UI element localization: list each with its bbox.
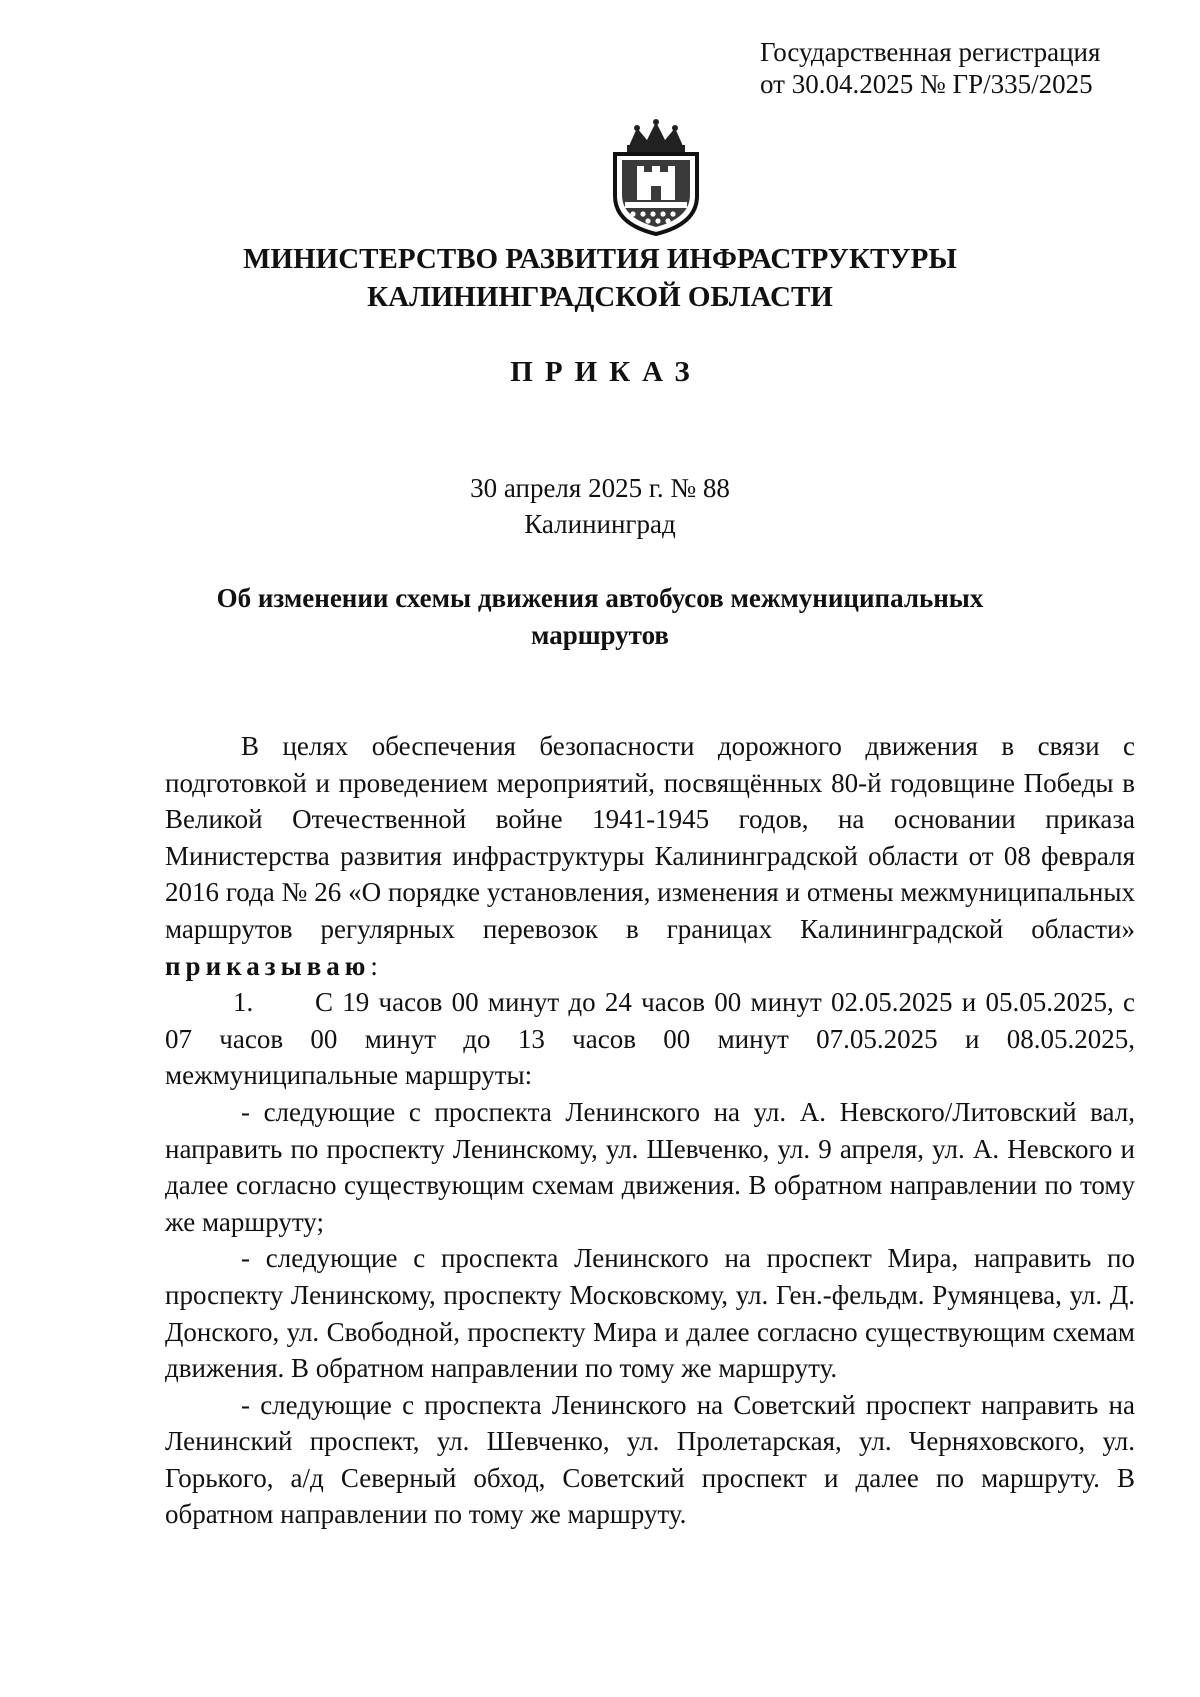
preamble-colon: : (370, 950, 378, 981)
preamble-paragraph (165, 728, 1135, 984)
subject-line-1: Об изменении схемы движения автобусов межмуниципальных (216, 583, 984, 613)
ministry-line-2: КАЛИНИНГРАДСКОЙ ОБЛАСТИ (367, 281, 833, 313)
preamble-text: В целях обеспечения безопасности дорожного движения в связи с подготовкой и проведением мероприятий, посвящённых 80-й годовщине Победы в Великой Отечественной войне 1941-1945 годов, на основании приказа Министерства развития инфраструктуры Калининградской области от 08 февраля 2016 года № 26 «О порядке установления, изменения и отмены межмуниципальных маршрутов регулярных перевозок в границах Калининградской области» (165, 731, 1135, 944)
date-block (0, 470, 1200, 542)
order-word: приказываю (165, 950, 371, 981)
item-1-paragraph (165, 984, 1135, 1094)
item-1-first-line: С 19 часов 00 минут до 24 часов 00 минут 02.05.2025 и 05.05.2025, (315, 987, 1114, 1018)
registration-line-2: от 30.04.2025 № ГР/335/2025 (760, 69, 1093, 99)
order-body (165, 728, 1135, 1533)
subject-line-2: маршрутов (531, 620, 669, 650)
coat-of-arms-icon (607, 118, 705, 236)
item-1-rest: с 07 часов 00 минут до 13 часов 00 минут 07.05.2025 и 08.05.2025, межмуниципальные маршруты: (165, 987, 1135, 1091)
ministry-line-1: МИНИСТЕРСТВО РАЗВИТИЯ ИНФРАСТРУКТУРЫ (243, 243, 957, 275)
route-bullet-1: - следующие с проспекта Ленинского на ул. А. Невского/Литовский вал, направить по проспекту Ленинскому, ул. Шевченко, ул. 9 апреля, ул. А. Невского и далее согласно существующим схемам движения. В обратном направлении по тому же маршруту; (165, 1096, 1135, 1237)
order-city: Калининград (524, 509, 676, 539)
route-bullet-2: - следующие с проспекта Ленинского на проспект Мира, направить по проспекту Ленинскому, проспекту Московскому, ул. Ген.-фельдм. Румянцева, ул. Д. Донского, ул. Свободной, проспекту Мира и далее согласно существующим схемам движения. В обратном направлении по тому же маршруту. (165, 1243, 1135, 1384)
route-bullet-3: - следующие с проспекта Ленинского на Советский проспект направить на Ленинский проспект, ул. Шевченко, ул. Пролетарская, ул. Черняховского, ул. Горького, а/д Северный обход, Советский проспект и далее по маршруту. В обратном направлении по тому же маршруту. (165, 1389, 1135, 1530)
order-subject (0, 580, 1200, 654)
order-date-number: 30 апреля 2025 г. № 88 (470, 473, 730, 503)
registration-stamp (760, 36, 1160, 100)
document-type-title: ПРИКАЗ (510, 356, 702, 388)
item-1-number: 1. (233, 987, 254, 1018)
ministry-heading (0, 240, 1200, 316)
registration-line-1: Государственная регистрация (760, 37, 1101, 67)
